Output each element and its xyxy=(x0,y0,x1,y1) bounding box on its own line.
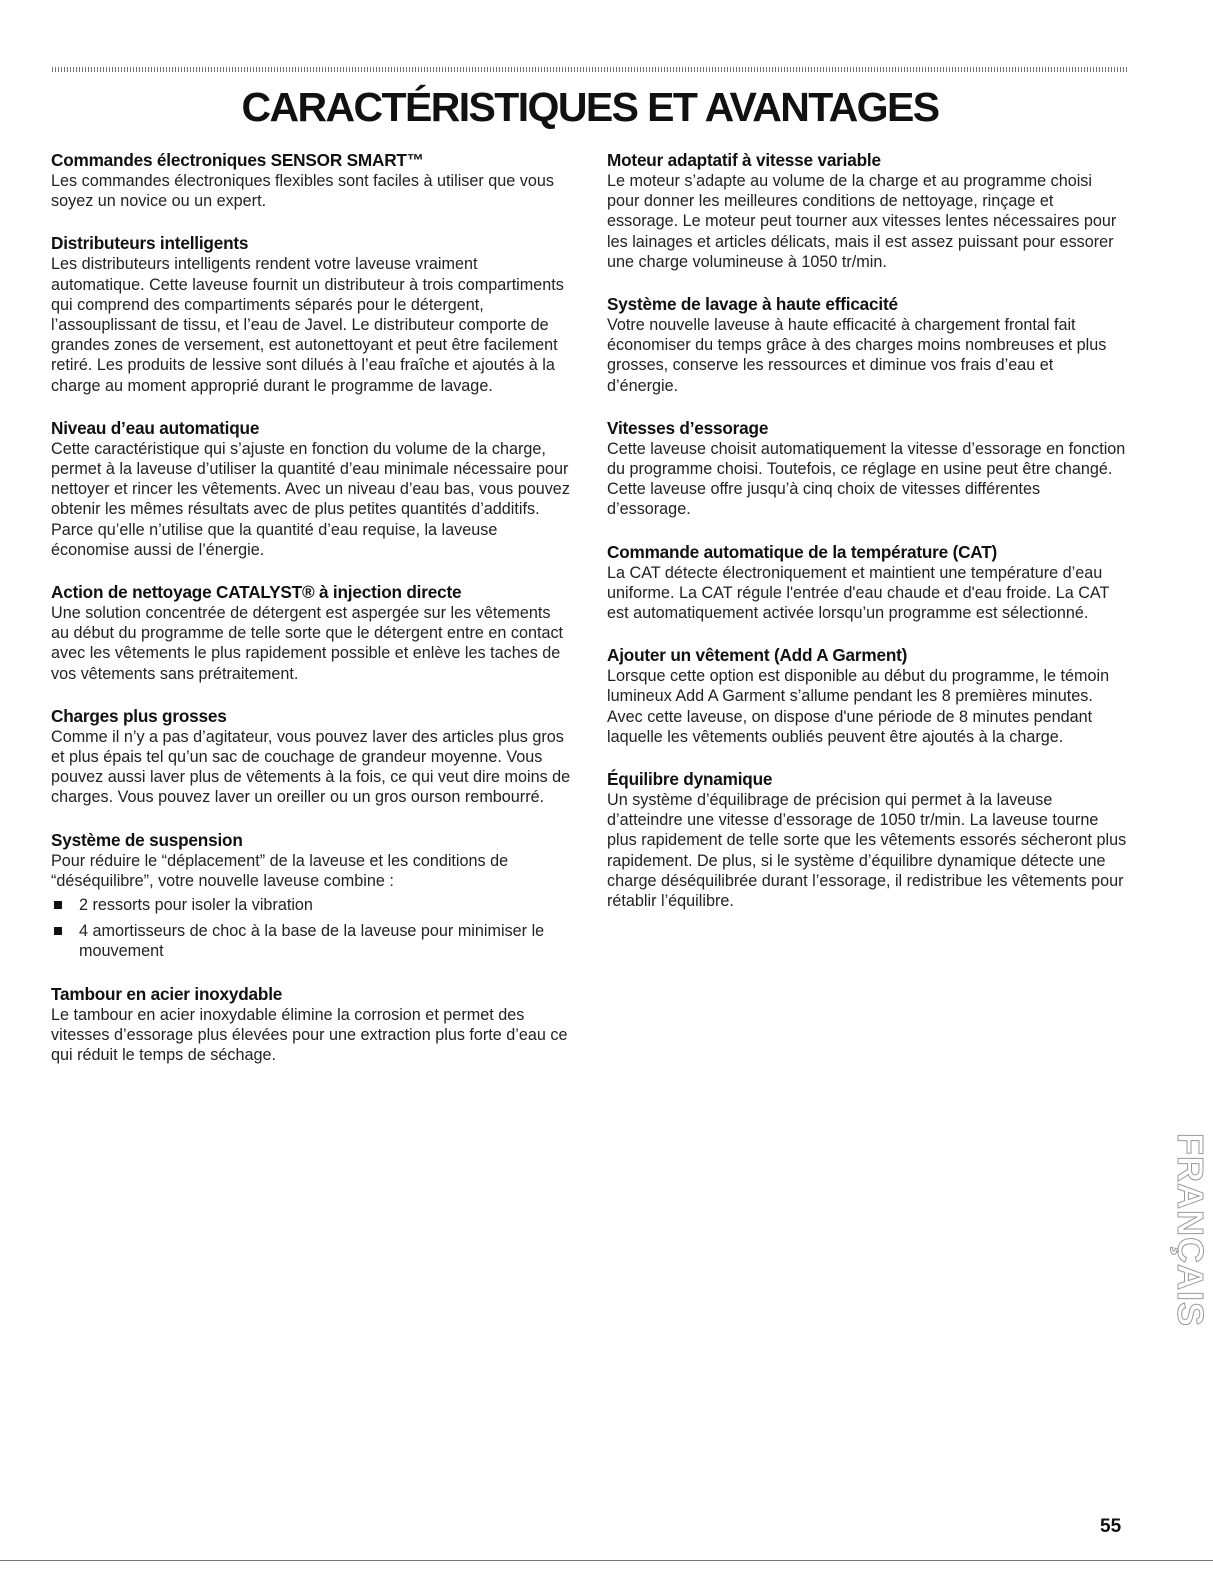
section-text: Lorsque cette option est disponible au début du programme, le témoin lumineux Add A Garment s’allume pendant les 8 premières minutes. Avec cette laveuse, on dispose d'une période de 8 minutes pendant laquelle les vêtements oubliés peuvent être ajoutés à la charge. xyxy=(607,667,1110,746)
section-text: Les distributeurs intelligents rendent votre laveuse vraiment automatique. Cette laveuse fournit un distributeur à trois compartiments qui comprend des compartiments séparés pour le détergent, l’assouplissant de tissu, et l’eau de Javel. Le distributeur comporte de grandes zones de versement, est autonettoyant et peut être facilement retiré. Les produits de lessive sont dilués à l’eau fraîche et ajoutés à la charge au moment approprié durant le programme de lavage. xyxy=(51,255,564,395)
bottom-rule xyxy=(0,1560,1213,1561)
section-text: Votre nouvelle laveuse à haute efficacité à chargement frontal fait économiser du temps grâce à des charges moins nombreuses et plus grosses, conserve les ressources et diminue vos frais d’eau et d’énergie. xyxy=(607,316,1107,395)
section-heading: Charges plus grosses xyxy=(51,705,227,726)
section-text: Pour réduire le “déplacement” de la laveuse et les conditions de “déséquilibre”, votre nouvelle laveuse combine : xyxy=(51,851,509,890)
section-heading: Vitesses d’essorage xyxy=(607,417,769,438)
section-distributeurs xyxy=(51,233,571,395)
section-heading: Niveau d’eau automatique xyxy=(51,417,260,438)
section-heading: Commande automatique de la température (CAT) xyxy=(607,541,998,562)
section-text: Une solution concentrée de détergent est aspergée sur les vêtements au début du programme de telle sorte que le détergent entre en contact avec les vêtements le plus rapidement possible et enlève les taches de vos vêtements sans prétraitement. xyxy=(51,604,564,683)
section-tambour xyxy=(51,984,571,1066)
section-text: Comme il n’y a pas d’agitateur, vous pouvez laver des articles plus gros et plus épais tel qu’un sac de couchage de grandeur moyenne. Vous pouvez aussi laver plus de vêtements à la fois, ce qui veut dire moins de charges. Vous pouvez laver un oreiller ou un gros ourson rembourré. xyxy=(51,727,571,807)
section-vitesses-essorage xyxy=(607,418,1127,520)
list-item xyxy=(51,895,571,915)
section-heading: Système de suspension xyxy=(51,829,243,850)
list-item-text: 4 amortisseurs de choc à la base de la laveuse pour minimiser le mouvement xyxy=(79,922,545,961)
section-heading: Équilibre dynamique xyxy=(607,769,773,790)
section-heading: Système de lavage à haute efficacité xyxy=(607,294,898,315)
page-number: 55 xyxy=(1100,1516,1122,1537)
section-text: Cette laveuse choisit automatiquement la vitesse d’essorage en fonction du programme choisi. Toutefois, ce réglage en usine peut être changé. Cette laveuse offre jusqu’à cinq choix de vitesses différentes d’essorage. xyxy=(607,439,1126,519)
section-suspension xyxy=(51,830,571,962)
section-heading: Ajouter un vêtement (Add A Garment) xyxy=(607,645,908,666)
list-item xyxy=(51,921,571,961)
right-column xyxy=(607,150,1127,933)
section-catalyst xyxy=(51,582,571,684)
square-bullet-icon xyxy=(54,901,62,909)
section-text: Le moteur s’adapte au volume de la charge et au programme choisi pour donner les meilleures conditions de nettoyage, rinçage et essorage. Le moteur peut tourner aux vitesses lentes nécessaires pour les lainages et articles délicats, mais il est assez puissant pour essorer une charge volumineuse à 1050 tr/min. xyxy=(607,172,1117,271)
language-side-tab xyxy=(1170,1080,1210,1380)
section-cat xyxy=(607,542,1127,624)
section-heading: Moteur adaptatif à vitesse variable xyxy=(607,150,881,170)
section-text: Le tambour en acier inoxydable élimine la corrosion et permet des vitesses d’essorage plus élevées pour une extraction plus forte d’eau ce qui réduit le temps de séchage. xyxy=(51,1005,568,1065)
left-column xyxy=(51,150,571,1087)
section-text: Cette caractéristique qui s’ajuste en fonction du volume de la charge, permet à la laveuse d’utiliser la quantité d’eau minimale nécessaire pour nettoyer et rincer les vêtements. Avec un niveau d’eau bas, vous pouvez obtenir les mêmes résultats avec de plus petites quantités d’additifs. Parce qu’elle n’utilise que la quantité d’eau requise, la laveuse économise aussi de l’énergie. xyxy=(51,439,570,559)
section-charges xyxy=(51,706,571,808)
side-tab-label: FRANÇAIS xyxy=(1170,1133,1211,1327)
top-dotted-rule xyxy=(52,67,1128,72)
section-heading: Tambour en acier inoxydable xyxy=(51,983,283,1004)
section-text: Les commandes électroniques flexibles sont faciles à utiliser que vous soyez un novice ou un expert. xyxy=(51,172,554,211)
section-heading: Distributeurs intelligents xyxy=(51,233,249,254)
section-add-garment xyxy=(607,645,1127,747)
section-haute-efficacite xyxy=(607,294,1127,396)
section-heading: Commandes électroniques SENSOR SMART™ xyxy=(51,150,424,170)
section-niveau-eau xyxy=(51,418,571,560)
section-text: La CAT détecte électroniquement et maintient une température d’eau uniforme. La CAT régule l'entrée d'eau chaude et d'eau froide. La CAT est automatiquement activée lorsqu’un programme est sélectionné. xyxy=(607,563,1110,623)
section-heading: Action de nettoyage CATALYST® à injection directe xyxy=(51,582,462,603)
section-text: Un système d’équilibrage de précision qui permet à la laveuse d’atteindre une vitesse d’essorage de 1050 tr/min. La laveuse tourne plus rapidement de telle sorte que les vêtements essorés sécheront plus rapidement. De plus, si le système d’équilibre dynamique détecte une charge déséquilibrée durant l’essorage, il redistribue les vêtements pour rétablir l’équilibre. xyxy=(607,791,1127,911)
square-bullet-icon xyxy=(54,927,62,935)
section-sensor-smart xyxy=(51,150,571,211)
list-item-text: 2 ressorts pour isoler la vibration xyxy=(79,896,313,915)
page-title: CARACTÉRISTIQUES ET AVANTAGES xyxy=(241,84,939,130)
section-equilibre xyxy=(607,769,1127,911)
section-moteur xyxy=(607,150,1127,272)
bullet-list xyxy=(51,895,571,962)
